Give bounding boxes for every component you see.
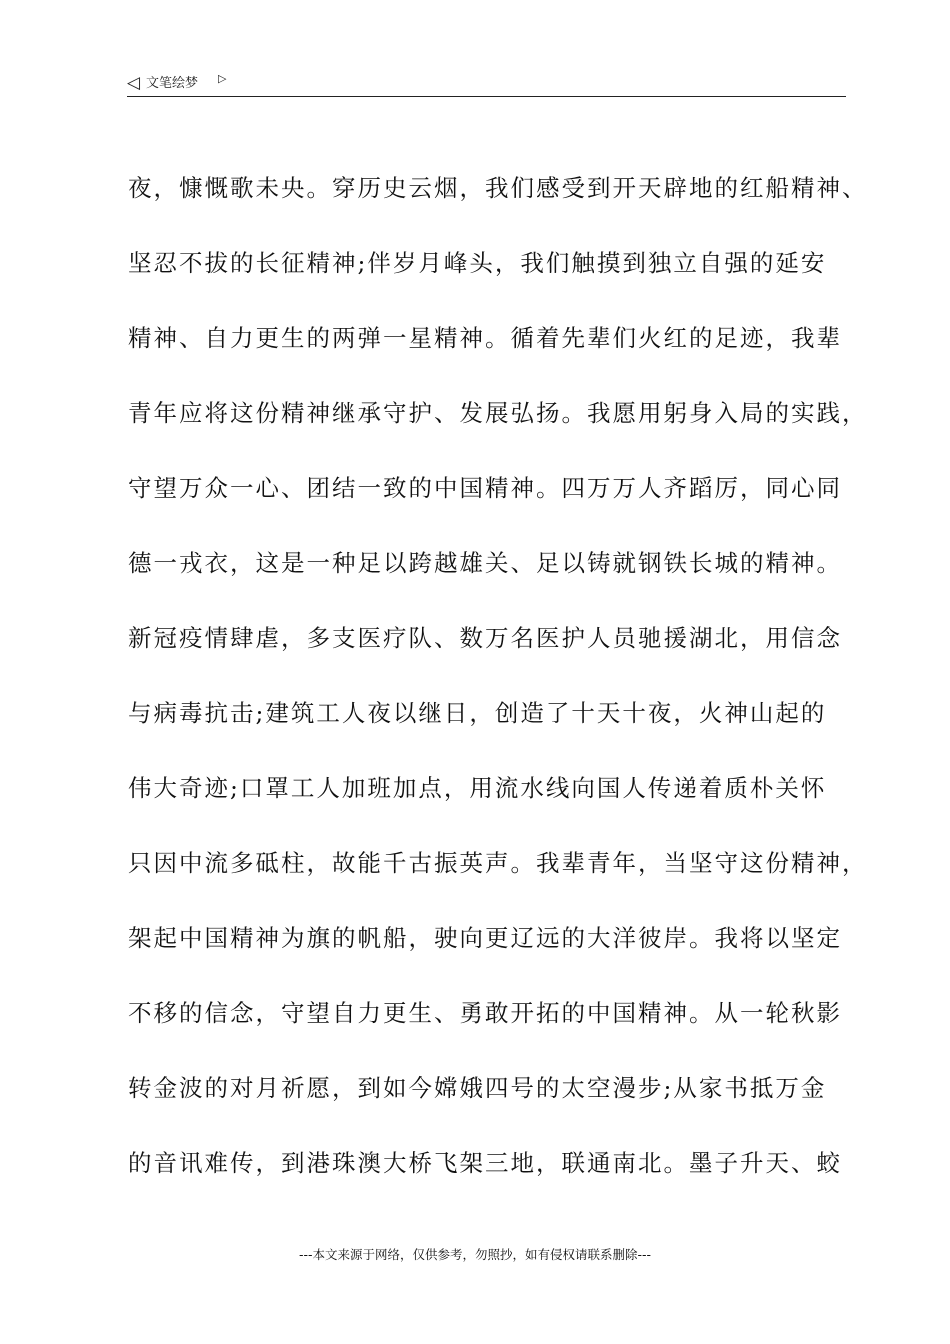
text-line: 转金波的对月祈愿，到如今嫦娥四号的太空漫步;从家书抵万金: [128, 1074, 827, 1102]
footer-disclaimer: ---本文来源于网络，仅供参考，勿照抄，如有侵权请联系删除---: [298, 1247, 652, 1262]
text-line: 只因中流多砥柱，故能千古振英声。我辈青年，当坚守这份精神，: [128, 849, 868, 877]
page-header: [127, 72, 846, 97]
text-line: 守望万众一心、团结一致的中国精神。四万万人齐蹈厉，同心同: [128, 474, 842, 502]
text-line: 精神、自力更生的两弹一星精神。循着先辈们火红的足迹，我辈: [128, 324, 842, 352]
text-line: 与病毒抗击;建筑工人夜以继日，创造了十天十夜，火神山起的: [128, 699, 827, 727]
left-triangle-icon: ◁: [127, 73, 141, 93]
text-line: 坚忍不拔的长征精神;伴岁月峰头，我们触摸到独立自强的延安: [128, 249, 827, 277]
text-line: 不移的信念，守望自力更生、勇敢开拓的中国精神。从一轮秋影: [128, 999, 842, 1027]
text-line: 新冠疫情肆虐，多支医疗队、数万名医护人员驰援湖北，用信念: [128, 624, 842, 652]
header-title: 文笔绘梦: [146, 76, 199, 91]
text-line: 伟大奇迹;口罩工人加班加点，用流水线向国人传递着质朴关怀: [128, 774, 827, 802]
text-line: 青年应将这份精神继承守护、发展弘扬。我愿用躬身入局的实践，: [128, 399, 868, 427]
right-triangle-icon: ▷: [218, 72, 227, 85]
text-line: 的音讯难传，到港珠澳大桥飞架三地，联通南北。墨子升天、蛟: [128, 1149, 842, 1177]
text-line: 德一戎衣，这是一种足以跨越雄关、足以铸就钢铁长城的精神。: [128, 549, 842, 577]
document-body: [128, 168, 868, 1218]
text-line: 夜，慷慨歌未央。穿历史云烟，我们感受到开天辟地的红船精神、: [128, 174, 868, 202]
text-line: 架起中国精神为旗的帆船，驶向更辽远的大洋彼岸。我将以坚定: [128, 924, 842, 952]
